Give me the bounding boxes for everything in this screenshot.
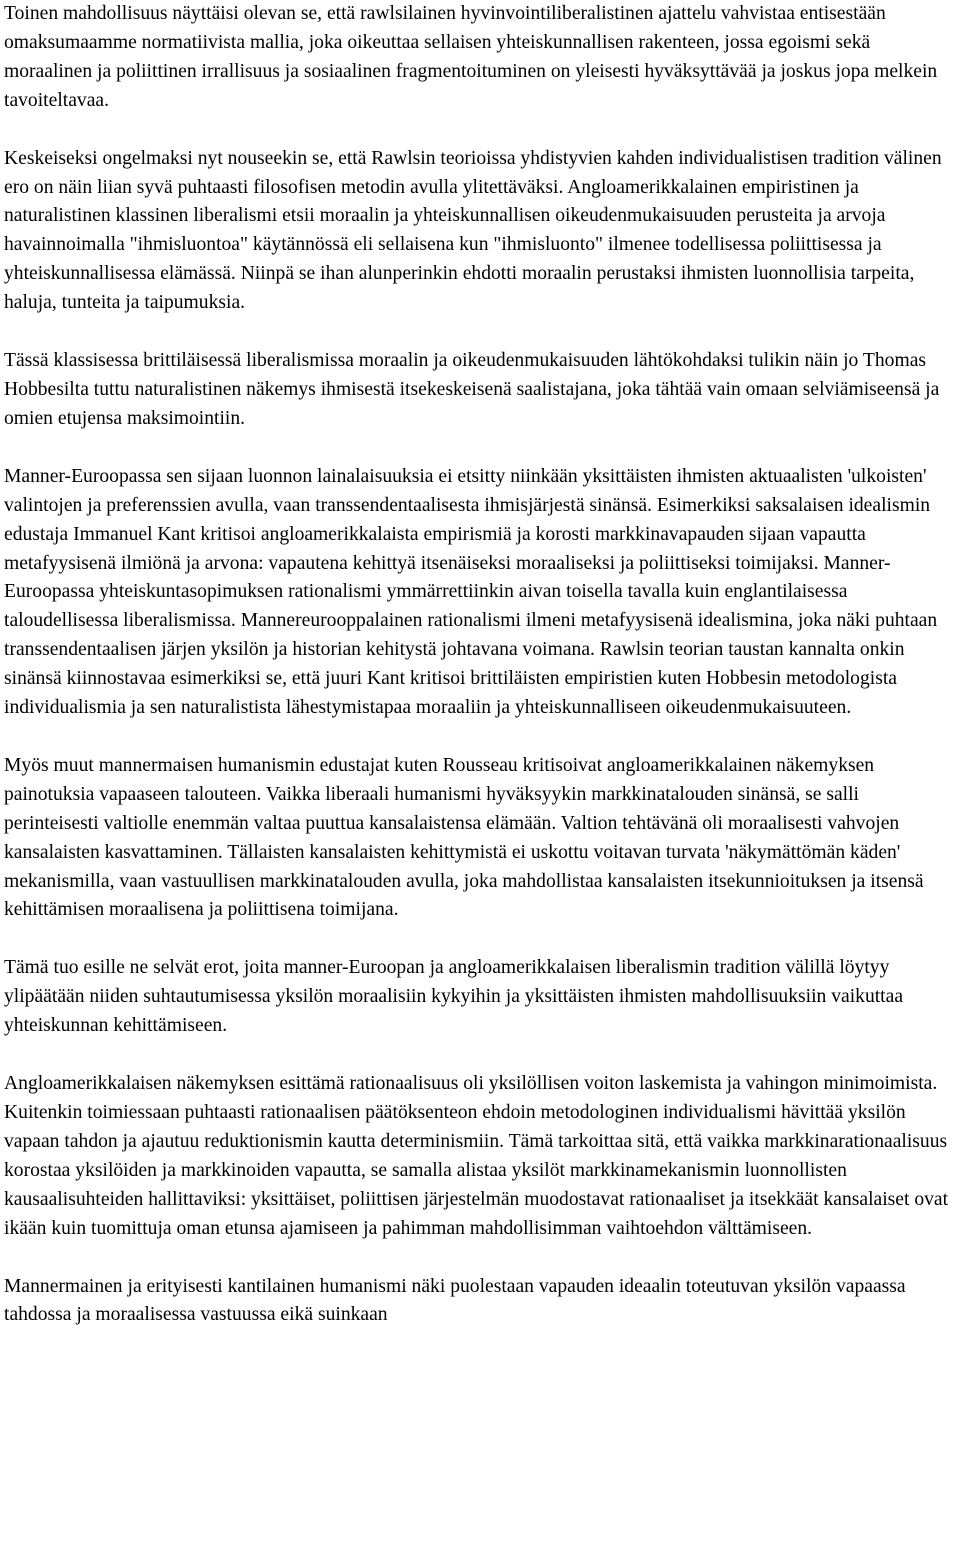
paragraph-4: Manner-Euroopassa sen sijaan luonnon lainalaisuuksia ei etsitty niinkään yksittäisten ihmisten aktuaalisten 'ulkoisten' valintojen ja preferenssien avulla, vaan transsendentaalisesta ihmisjärjestä sinänsä. Esimerkiksi saksalaisen idealismin edustaja Immanuel Kant kritisoi angloamerikkalaista empirismiä ja korosti markkinavapauden sijaan vapautta metafyysisenä ilmiönä ja arvona: vapautena kehittyä itsenäiseksi moraaliseksi ja poliittiseksi toimijaksi. Manner-Euroopassa yhteiskuntasopimuksen rationalismi ymmärrettiinkin aivan toisella tavalla kuin englantilaisessa taloudellisessa liberalismissa. Mannereurooppalainen rationalismi ilmeni metafyysisenä idealismina, joka näki puhtaan transsendentaalisen järjen yksilön ja historian kehitystä johtavana voimana. Rawlsin teorian taustan kannalta onkin sinänsä kiinnostavaa esimerkiksi se, että juuri Kant kritisoi brittiläisten empiristien kuten Hobbesin metodologista individualismia ja sen naturalistista lähestymistapaa moraaliin ja yhteiskunnalliseen oikeudenmukaisuuteen.: [4, 465, 938, 719]
paragraph-1: Toinen mahdollisuus näyttäisi olevan se, että rawlsilainen hyvinvointiliberalistinen ajattelu vahvistaa entisestään omaksumaamme normatiivista mallia, joka oikeuttaa sellaisen yhteiskunnallisen rakenteen, jossa egoismi sekä moraalinen ja poliittinen irrallisuus ja sosiaalinen fragmentoituminen on yleisesti hyväksyttävää ja joskus jopa melkein tavoiteltavaa.: [4, 3, 938, 111]
paragraph-7: Angloamerikkalaisen näkemyksen esittämä rationaalisuus oli yksilöllisen voiton laskemista ja vahingon minimoimista. Kuitenkin toimiessaan puhtaasti rationaalisen päätöksenteon ehdoin metodologinen individualismi hävittää yksilön vapaan tahdon ja ajautuu reduktionismin kautta determinismiin. Tämä tarkoittaa sitä, että vaikka markkinarationaalisuus korostaa yksilöiden ja markkinoiden vapautta, se samalla alistaa yksilöt markkinamekanismin luonnollisten kausaalisuhteiden hallittaviksi: yksittäiset, poliittisen järjestelmän muodostavat rationaaliset ja itsekkäät kansalaiset ovat ikään kuin tuomittuja oman etunsa ajamiseen ja pahimman mahdollisimman vaihtoehdon välttämiseen.: [4, 1073, 949, 1239]
paragraph-5: Myös muut mannermaisen humanismin edustajat kuten Rousseau kritisoivat angloamerikkalainen näkemyksen painotuksia vapaaseen talouteen. Vaikka liberaali humanismi hyväksyykin markkinatalouden sinänsä, se salli perinteisesti valtiolle enemmän valtaa puuttua kansalaistensa elämään. Valtion tehtävänä oli moraalisesti vahvojen kansalaisten kasvattaminen. Tällaisten kansalaisten kehittymistä ei uskottu voitavan turvata 'näkymättömän käden' mekanismilla, vaan vastuullisen markkinatalouden avulla, joka mahdollistaa kansalaisten itsekunnioituksen ja itsensä kehittämisen moraalisena ja poliittisena toimijana.: [4, 754, 924, 921]
paragraph-2: Keskeiseksi ongelmaksi nyt nouseekin se, että Rawlsin teorioissa yhdistyvien kahden individualistisen tradition välinen ero on näin liian syvä puhtaasti filosofisen metodin avulla ylitettäväksi. Angloamerikkalainen empiristinen ja naturalistinen klassinen liberalismi etsii moraalin ja yhteiskunnallisen oikeudenmukaisuuden perusteita ja arvoja havainnoimalla "ihmisluontoa" käytännössä eli sellaisena kun "ihmisluonto" ilmenee todellisessa poliittisessa ja yhteiskunnallisessa elämässä. Niinpä se ihan alunperinkin ehdotti moraalin perustaksi ihmisten luonnollisia tarpeita, haluja, tunteita ja taipumuksia.: [4, 147, 942, 314]
paragraph-8: Mannermainen ja erityisesti kantilainen humanismi näki puolestaan vapauden ideaalin toteutuvan yksilön vapaassa tahdossa ja moraalisessa vastuussa eikä suinkaan: [4, 1275, 906, 1326]
paragraph-6: Tämä tuo esille ne selvät erot, joita manner-Euroopan ja angloamerikkalaisen liberalismin tradition välillä löytyy ylipäätään niiden suhtautumisessa yksilön moraalisiin kykyihin ja yksittäisten ihmisten mahdollisuuksiin vaikuttaa yhteiskunnan kehittämiseen.: [4, 957, 904, 1037]
paragraph-3: Tässä klassisessa brittiläisessä liberalismissa moraalin ja oikeudenmukaisuuden lähtökohdaksi tulikin näin jo Thomas Hobbesilta tuttu naturalistinen näkemys ihmisestä itsekeskeisenä saalistajana, joka tähtää vain omaan selviämiseensä ja omien etujensa maksimointiin.: [4, 350, 940, 429]
